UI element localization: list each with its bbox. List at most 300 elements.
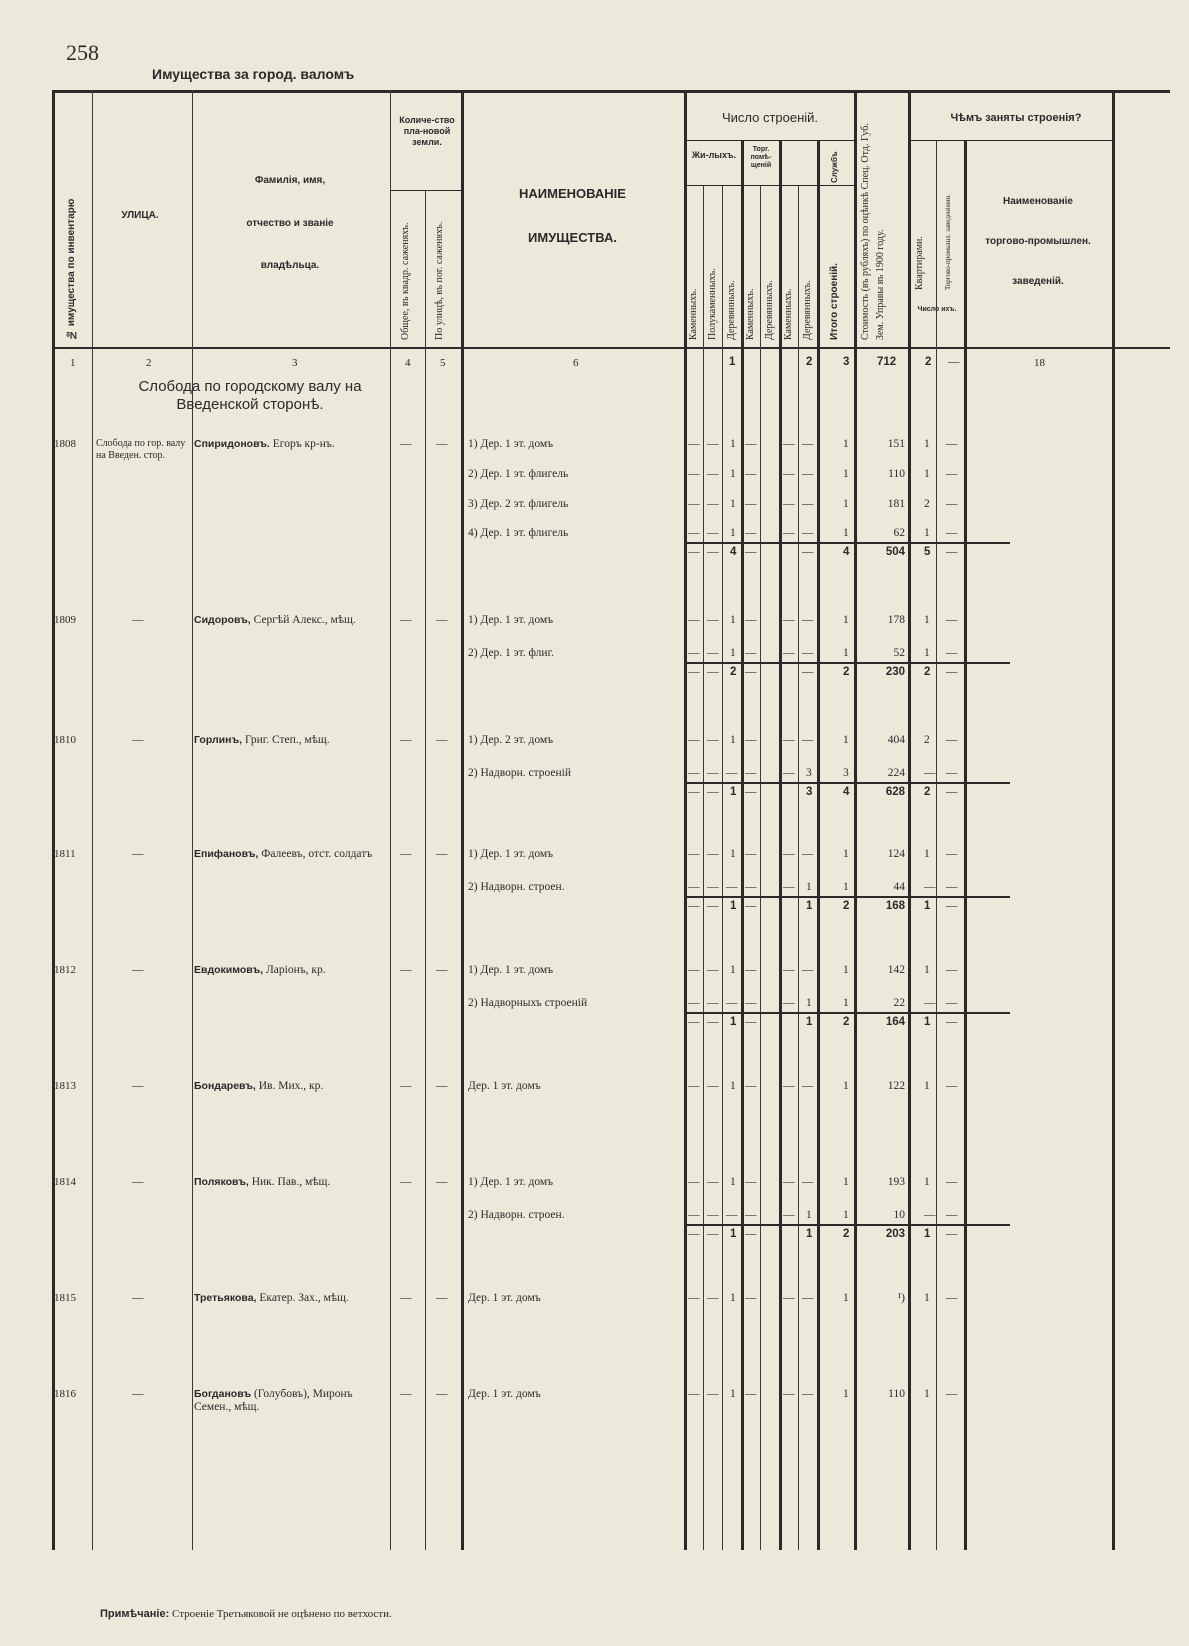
living-wood: 1 xyxy=(730,1176,736,1188)
trade-stone-dash: — xyxy=(745,438,757,450)
living-stone-dash: — xyxy=(688,964,700,976)
service-wood-dash: — xyxy=(802,498,814,510)
service-stone-dash: — xyxy=(783,1209,795,1221)
total-buildings: 1 xyxy=(843,1080,849,1092)
street-dash: — xyxy=(132,1080,144,1092)
living-half-dash: — xyxy=(707,468,719,480)
total-buildings: 1 xyxy=(843,614,849,626)
land-total-dash: — xyxy=(400,614,412,626)
living-stone-dash: — xyxy=(688,1209,700,1221)
living-half-dash: — xyxy=(707,1209,719,1221)
subtotal-trade-dash: — xyxy=(745,900,757,912)
living-stone-dash: — xyxy=(688,734,700,746)
property-name: 2) Надворн. строеній xyxy=(468,767,571,779)
owner-name xyxy=(194,964,386,977)
owner-name xyxy=(194,614,386,627)
col-rule xyxy=(760,185,761,1550)
col-rule xyxy=(779,140,782,1550)
trade-stone-dash: — xyxy=(745,647,757,659)
property-value: 122 xyxy=(887,1080,905,1092)
subtotal-service-dash: — xyxy=(802,666,814,678)
total-buildings: 1 xyxy=(843,997,849,1009)
trade-stone-dash: — xyxy=(745,498,757,510)
page-number: 258 xyxy=(66,40,99,65)
header-buildings-group: Число строеній. xyxy=(721,110,819,125)
subtotal-rule xyxy=(686,542,1010,544)
property-name: 1) Дер. 2 эт. домъ xyxy=(468,734,554,746)
owner-surname: Спиридоновъ. xyxy=(194,438,273,450)
header-value: Стоимость (въ рубляхъ) по оцѣнкѣ Спец. Отд. Губ. Зем. Управы въ 1900 году. xyxy=(860,123,886,340)
trade-stone-dash: — xyxy=(745,848,757,860)
column-number: 4 xyxy=(405,357,411,369)
summary-service-wood: 2 xyxy=(806,356,813,368)
living-wood: 1 xyxy=(730,1388,736,1400)
header-total-buildings: Итого строеній. xyxy=(829,263,840,340)
subtotal-living-half-dash: — xyxy=(707,666,719,678)
living-half-dash: — xyxy=(707,997,719,1009)
property-name: 2) Надворн. строен. xyxy=(468,881,565,893)
living-half-dash: — xyxy=(707,647,719,659)
total-buildings: 1 xyxy=(843,438,849,450)
service-stone-dash: — xyxy=(783,527,795,539)
owner-surname: Богдановъ xyxy=(194,1388,254,1400)
service-wood-dash: — xyxy=(802,614,814,626)
land-total-dash: — xyxy=(400,1080,412,1092)
owner-details: Ларіонъ, кр. xyxy=(265,964,326,976)
apartments-count: — xyxy=(924,997,936,1009)
header-property-line1: НАИМЕНОВАНІЕ xyxy=(519,186,626,201)
header-street: УЛИЦА. xyxy=(121,210,159,221)
footnote xyxy=(100,1608,392,1620)
land-total-dash: — xyxy=(400,1176,412,1188)
subtotal-trade-dash: — xyxy=(745,546,757,558)
subtotal-total: 2 xyxy=(843,900,850,912)
apartments-count: 1 xyxy=(924,614,930,626)
total-buildings: 1 xyxy=(843,734,849,746)
service-stone-dash: — xyxy=(783,964,795,976)
table-right-border xyxy=(1112,90,1115,1550)
living-wood: 1 xyxy=(730,1292,736,1304)
living-half-dash: — xyxy=(707,734,719,746)
property-value: 110 xyxy=(888,1388,905,1400)
trade-est-dash: — xyxy=(946,881,958,893)
header-land-total: Общее, въ квадр. саженяхъ. xyxy=(400,222,411,340)
living-wood: 1 xyxy=(730,438,736,450)
header-owner-line1: Фамилія, имя, xyxy=(254,175,326,186)
section-title xyxy=(100,378,400,414)
owner-name xyxy=(194,734,386,747)
owner-surname: Сидоровъ, xyxy=(194,614,254,626)
apartments-count: 1 xyxy=(924,1176,930,1188)
property-value: 151 xyxy=(887,438,905,450)
header-apartments: Квартирами. xyxy=(914,236,925,290)
apartments-count: 1 xyxy=(924,1388,930,1400)
subtotal-service-wood: 1 xyxy=(806,900,813,912)
land-street-dash: — xyxy=(436,1292,448,1304)
service-stone-dash: — xyxy=(783,468,795,480)
trade-est-dash: — xyxy=(946,438,958,450)
service-wood-dash: — xyxy=(802,1388,814,1400)
col-rule xyxy=(703,185,704,1550)
inventory-number: 1811 xyxy=(54,848,76,860)
living-half-dash: — xyxy=(707,1388,719,1400)
subtotal-living-wood: 1 xyxy=(730,900,737,912)
owner-surname: Горлинъ, xyxy=(194,734,245,746)
property-value: 178 xyxy=(887,614,905,626)
header-trade-name-line3: заведеній. xyxy=(1012,276,1064,287)
inventory-number: 1815 xyxy=(54,1292,76,1304)
subtotal-living-half-dash: — xyxy=(707,546,719,558)
trade-est-dash: — xyxy=(946,527,958,539)
living-half-dash: — xyxy=(707,1080,719,1092)
living-stone-dash: — xyxy=(688,1292,700,1304)
owner-details: Ник. Пав., мѣщ. xyxy=(251,1176,331,1188)
inventory-number: 1808 xyxy=(54,438,76,450)
service-stone-dash: — xyxy=(783,614,795,626)
service-wood-dash: — xyxy=(802,1292,814,1304)
land-total-dash: — xyxy=(400,1388,412,1400)
subtotal-service-wood: 1 xyxy=(806,1016,813,1028)
subtotal-trade-dash: — xyxy=(745,1228,757,1240)
inventory-number: 1816 xyxy=(54,1388,76,1400)
living-half-dash: — xyxy=(707,438,719,450)
property-name: Дер. 1 эт. домъ xyxy=(468,1388,541,1400)
property-value: 124 xyxy=(887,848,905,860)
living-stone-dash: — xyxy=(688,767,700,779)
header-living-stone: Каменныхъ. xyxy=(688,288,699,340)
property-value: 110 xyxy=(888,468,905,480)
subtotal-living-wood: 1 xyxy=(730,1016,737,1028)
subtotal-apartments: 2 xyxy=(924,786,931,798)
living-wood: 1 xyxy=(730,964,736,976)
owner-name xyxy=(194,1176,386,1189)
property-value: 181 xyxy=(887,498,905,510)
subtotal-total: 2 xyxy=(843,1016,850,1028)
summary-apartments: 2 xyxy=(925,356,932,368)
service-stone-dash: — xyxy=(783,1292,795,1304)
total-buildings: 1 xyxy=(843,881,849,893)
property-name: 2) Надворныхъ строеній xyxy=(468,997,588,1009)
col-rule xyxy=(425,190,426,1550)
subtotal-trade-est-dash: — xyxy=(946,1016,958,1028)
col-rule xyxy=(908,90,911,1550)
header-property-line2: ИМУЩЕСТВА. xyxy=(528,230,617,245)
apartments-count: 1 xyxy=(924,438,930,450)
street-dash: — xyxy=(132,1292,144,1304)
living-wood: 1 xyxy=(730,498,736,510)
subtotal-value: 168 xyxy=(885,900,905,912)
service-wood-dash: — xyxy=(802,468,814,480)
subtotal-living-half-dash: — xyxy=(707,900,719,912)
street-dash: — xyxy=(132,614,144,626)
subtotal-value: 628 xyxy=(885,786,905,798)
living-half-dash: — xyxy=(707,767,719,779)
subtotal-rule xyxy=(686,662,1010,664)
living-wood: 1 xyxy=(730,527,736,539)
subtotal-apartments: 1 xyxy=(924,1016,931,1028)
living-stone-dash: — xyxy=(688,997,700,1009)
inventory-number: 1809 xyxy=(54,614,76,626)
service-wood-dash: — xyxy=(802,1176,814,1188)
living-wood: 1 xyxy=(730,734,736,746)
service-wood: 3 xyxy=(806,767,812,779)
column-number: 5 xyxy=(440,357,446,369)
subtotal-living-half-dash: — xyxy=(707,1016,719,1028)
service-stone-dash: — xyxy=(783,1388,795,1400)
header-bottom-rule xyxy=(52,347,1170,349)
living-wood: 1 xyxy=(730,1080,736,1092)
living-stone-dash: — xyxy=(688,647,700,659)
header-trade-wood: Деревянныхъ. xyxy=(764,280,775,340)
total-buildings: 1 xyxy=(843,498,849,510)
trade-est-dash: — xyxy=(946,1209,958,1221)
subtotal-rule xyxy=(686,1012,1010,1014)
owner-surname: Бондаревъ, xyxy=(194,1080,259,1092)
trade-stone-dash: — xyxy=(745,1292,757,1304)
subtotal-trade-est-dash: — xyxy=(946,546,958,558)
header-living-half: Полукаменныхъ. xyxy=(707,268,718,340)
total-buildings: 1 xyxy=(843,1292,849,1304)
header-trade-stone: Каменныхъ. xyxy=(745,288,756,340)
col-rule xyxy=(964,140,967,1550)
trade-est-dash: — xyxy=(946,498,958,510)
service-wood-dash: — xyxy=(802,647,814,659)
subtotal-living-stone-dash: — xyxy=(688,1016,700,1028)
total-buildings: 1 xyxy=(843,647,849,659)
subtotal-living-stone-dash: — xyxy=(688,786,700,798)
owner-surname: Поляковъ, xyxy=(194,1176,252,1188)
running-title: Имущества за город. валомъ xyxy=(152,66,355,82)
summary-trade: — xyxy=(948,356,960,368)
header-living: Жи-лыхъ. xyxy=(691,150,737,160)
trade-stone-dash: — xyxy=(745,1080,757,1092)
total-buildings: 1 xyxy=(843,468,849,480)
trade-est-dash: — xyxy=(946,1176,958,1188)
owner-details: Егоръ кр-нъ. xyxy=(272,438,335,450)
land-street-dash: — xyxy=(436,1080,448,1092)
living-wood: 1 xyxy=(730,614,736,626)
subtotal-living-wood: 1 xyxy=(730,786,737,798)
subtotal-living-half-dash: — xyxy=(707,786,719,798)
total-buildings: 3 xyxy=(843,767,849,779)
service-wood: 1 xyxy=(806,881,812,893)
section-title-line2: Введенской сторонѣ. xyxy=(176,396,324,413)
owner-details: Григ. Степ., мѣщ. xyxy=(244,734,330,746)
living-half-dash: — xyxy=(707,498,719,510)
owner-details: Екатер. Зах., мѣщ. xyxy=(259,1292,349,1304)
subtotal-living-wood: 4 xyxy=(730,546,737,558)
living-stone-dash: — xyxy=(688,1176,700,1188)
subtotal-trade-dash: — xyxy=(745,666,757,678)
living-stone-dash: — xyxy=(688,498,700,510)
street-dash: — xyxy=(132,848,144,860)
living-half-dash: — xyxy=(707,1176,719,1188)
trade-stone-dash: — xyxy=(745,964,757,976)
subtotal-total: 4 xyxy=(843,546,850,558)
subtotal-trade-dash: — xyxy=(745,1016,757,1028)
col-rule xyxy=(390,90,391,1550)
land-total-dash: — xyxy=(400,964,412,976)
apartments-count: 1 xyxy=(924,468,930,480)
subtotal-trade-est-dash: — xyxy=(946,1228,958,1240)
street-dash: — xyxy=(132,964,144,976)
subtotal-trade-est-dash: — xyxy=(946,666,958,678)
service-wood-dash: — xyxy=(802,964,814,976)
property-name: 4) Дер. 1 эт. флигель xyxy=(468,527,569,539)
subtotal-living-stone-dash: — xyxy=(688,546,700,558)
owner-name xyxy=(194,1080,386,1093)
total-buildings: 1 xyxy=(843,1176,849,1188)
property-name: 1) Дер. 1 эт. домъ xyxy=(468,614,554,626)
apartments-count: 1 xyxy=(924,964,930,976)
header-sub-rule xyxy=(390,190,462,191)
trade-est-dash: — xyxy=(946,997,958,1009)
owner-surname: Евдокимовъ, xyxy=(194,964,266,976)
living-stone-dash: — xyxy=(688,848,700,860)
table-left-border xyxy=(52,90,55,1550)
apartments-count: 2 xyxy=(924,734,930,746)
header-occupied-group: Чѣмъ заняты строенія? xyxy=(950,112,1082,124)
property-name: Дер. 1 эт. домъ xyxy=(468,1080,541,1092)
subtotal-service-wood: 3 xyxy=(806,786,813,798)
service-stone-dash: — xyxy=(783,438,795,450)
apartments-count: — xyxy=(924,1209,936,1221)
subtotal-service-wood: 1 xyxy=(806,1228,813,1240)
trade-est-dash: — xyxy=(946,964,958,976)
header-count: Число ихъ. xyxy=(917,306,957,313)
living-half-dash: — xyxy=(707,881,719,893)
header-service: Службъ xyxy=(830,151,839,183)
col-rule xyxy=(684,90,687,1550)
property-name: 1) Дер. 1 эт. домъ xyxy=(468,964,554,976)
header-living-wood: Деревянныхъ. xyxy=(726,280,737,340)
header-service-wood: Деревянныхъ. xyxy=(802,280,813,340)
column-number: 2 xyxy=(146,357,152,369)
total-buildings: 1 xyxy=(843,527,849,539)
service-stone-dash: — xyxy=(783,647,795,659)
living-wood-dash: — xyxy=(726,1209,738,1221)
land-street-dash: — xyxy=(436,1388,448,1400)
subtotal-value: 230 xyxy=(885,666,905,678)
subtotal-apartments: 2 xyxy=(924,666,931,678)
header-trade-name-line2: торгово-промышлен. xyxy=(985,236,1091,247)
inventory-number: 1813 xyxy=(54,1080,76,1092)
subtotal-total: 2 xyxy=(843,666,850,678)
owner-surname: Третьякова, xyxy=(194,1292,260,1304)
living-stone-dash: — xyxy=(688,527,700,539)
total-buildings: 1 xyxy=(843,964,849,976)
property-value: 22 xyxy=(893,997,905,1009)
apartments-count: 1 xyxy=(924,848,930,860)
subtotal-apartments: 1 xyxy=(924,900,931,912)
apartments-count: — xyxy=(924,881,936,893)
living-stone-dash: — xyxy=(688,881,700,893)
service-stone-dash: — xyxy=(783,498,795,510)
subtotal-apartments: 5 xyxy=(924,546,931,558)
property-value: 44 xyxy=(893,881,905,893)
apartments-count: — xyxy=(924,767,936,779)
header-owner-line3: владѣльца. xyxy=(260,260,320,271)
subtotal-rule xyxy=(686,782,1010,784)
col-rule xyxy=(798,185,799,1550)
subtotal-living-stone-dash: — xyxy=(688,1228,700,1240)
header-trade-name-line1: Наименованіе xyxy=(1003,196,1073,207)
subtotal-total: 2 xyxy=(843,1228,850,1240)
total-buildings: 1 xyxy=(843,848,849,860)
summary-total: 3 xyxy=(843,356,850,368)
header-trade-est: Торгово-промышл. заведеніями. xyxy=(944,194,952,290)
owner-name xyxy=(194,438,386,451)
apartments-count: 1 xyxy=(924,527,930,539)
col-rule xyxy=(741,140,744,1550)
service-stone-dash: — xyxy=(783,848,795,860)
property-value: 142 xyxy=(887,964,905,976)
street-dash: — xyxy=(132,1176,144,1188)
property-name: 1) Дер. 1 эт. домъ xyxy=(468,1176,554,1188)
land-street-dash: — xyxy=(436,734,448,746)
col-rule xyxy=(854,90,857,1550)
property-name: 1) Дер. 1 эт. домъ xyxy=(468,848,554,860)
living-half-dash: — xyxy=(707,614,719,626)
service-wood: 1 xyxy=(806,1209,812,1221)
trade-est-dash: — xyxy=(946,1292,958,1304)
street-dash: — xyxy=(132,1388,144,1400)
header-land-street: По улицѣ, въ пог. саженяхъ. xyxy=(434,221,445,340)
subtotal-trade-dash: — xyxy=(745,786,757,798)
summary-wood: 1 xyxy=(729,356,736,368)
subtotal-rule xyxy=(686,1224,1010,1226)
subtotal-living-half-dash: — xyxy=(707,1228,719,1240)
land-total-dash: — xyxy=(400,734,412,746)
subtotal-rule xyxy=(686,896,1010,898)
subtotal-living-stone-dash: — xyxy=(688,666,700,678)
inventory-number: 1810 xyxy=(54,734,76,746)
property-name: 3) Дер. 2 эт. флигель xyxy=(468,498,569,510)
column-number: 3 xyxy=(292,357,298,369)
total-buildings: 1 xyxy=(843,1388,849,1400)
col-rule xyxy=(92,90,93,1550)
column-number: 6 xyxy=(573,357,579,369)
service-stone-dash: — xyxy=(783,1176,795,1188)
apartments-count: 1 xyxy=(924,1080,930,1092)
service-wood-dash: — xyxy=(802,527,814,539)
trade-est-dash: — xyxy=(946,647,958,659)
subtotal-apartments: 1 xyxy=(924,1228,931,1240)
land-street-dash: — xyxy=(436,614,448,626)
apartments-count: 1 xyxy=(924,1292,930,1304)
living-stone-dash: — xyxy=(688,1080,700,1092)
header-sub-rule xyxy=(908,140,1114,141)
property-value: 10 xyxy=(893,1209,905,1221)
property-value: ¹) xyxy=(897,1292,905,1304)
trade-est-dash: — xyxy=(946,468,958,480)
header-land-group: Количе-ство пла-новой земли. xyxy=(399,115,455,147)
trade-est-dash: — xyxy=(946,614,958,626)
living-half-dash: — xyxy=(707,848,719,860)
service-stone-dash: — xyxy=(783,997,795,1009)
footnote-text: Строеніе Третьяковой не оцѣнено по ветхости. xyxy=(172,1608,392,1620)
living-stone-dash: — xyxy=(688,438,700,450)
service-wood-dash: — xyxy=(802,848,814,860)
property-name: 1) Дер. 1 эт. домъ xyxy=(468,438,554,450)
subtotal-living-stone-dash: — xyxy=(688,900,700,912)
column-number: 1 xyxy=(70,357,76,369)
street-dash: — xyxy=(132,734,144,746)
service-wood-dash: — xyxy=(802,438,814,450)
inventory-number: 1814 xyxy=(54,1176,76,1188)
owner-name xyxy=(194,848,386,861)
inventory-number: 1812 xyxy=(54,964,76,976)
